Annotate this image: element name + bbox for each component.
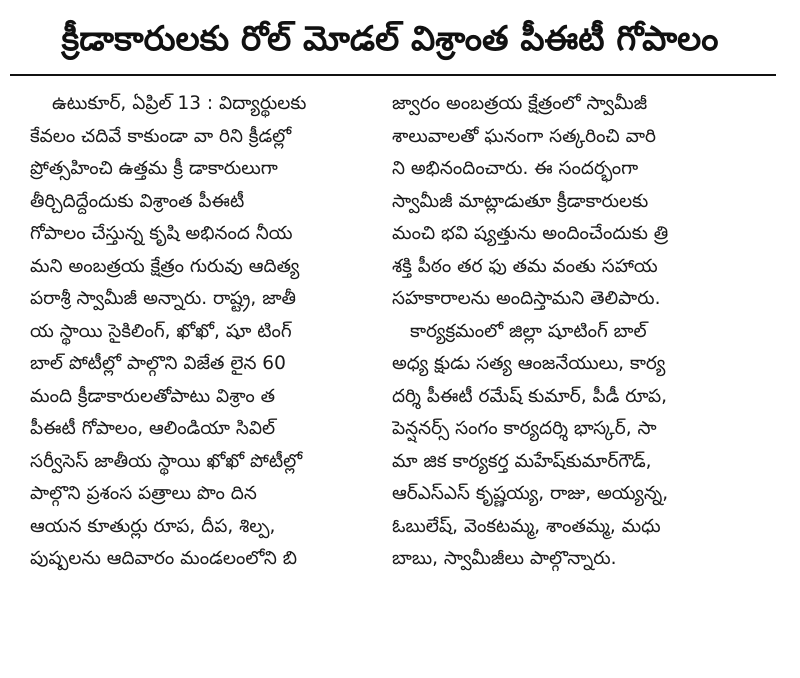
body-line: గోపాలం చేస్తున్న కృషి అభినంద నీయ <box>30 223 293 244</box>
body-line: మంచి భవి ష్యత్తును అందించేందుకు త్రి <box>392 223 669 244</box>
body-line: సహకారాలను అందిస్తామని తెలిపారు. <box>392 288 661 309</box>
body-line: బాల్ పోటీల్లో పాల్గొని విజేత లైన 60 <box>30 353 286 374</box>
body-line: ఉటుకూర్, ఏప్రిల్ 13 : విద్యార్థులకు <box>52 93 307 114</box>
body-line: కేవలం చదివే కాకుండా వా రిని క్రీడల్లో <box>30 125 292 147</box>
body-line: దర్శి పీఈటీ రమేష్ కుమార్, పీడీ రూప, <box>392 385 667 407</box>
body-line: శాలువాలతో ఘనంగా సత్కరించి వారి <box>392 125 656 147</box>
body-line: పుష్పలను ఆదివారం మండలంలోని బి <box>30 548 298 569</box>
right-column <box>392 88 737 576</box>
body-line: ప్రోత్సహించి ఉత్తమ క్రీ డాకారులుగా <box>30 158 278 179</box>
body-line: అధ్య క్షుడు సత్య ఆంజనేయులు, కార్య <box>392 353 666 374</box>
body-line: బాబు, స్వామీజీలు పాల్గొన్నారు. <box>392 548 617 569</box>
body-line: మంది క్రీడాకారులతోపాటు విశ్రాం త <box>30 385 275 407</box>
body-line: పరాశ్రీ స్వామీజీ అన్నారు. రాష్ట్ర, జాతీ <box>30 288 297 309</box>
body-line: సర్వీసెస్ జాతీయ స్థాయి ఖోఖో పోటీల్లో <box>30 450 303 472</box>
body-line: మని అంబత్రయ క్షేత్రం గురువు ఆదిత్య <box>30 255 300 277</box>
body-line: స్వామీజీ మాట్లాడుతూ క్రీడాకారులకు <box>392 190 649 212</box>
body-line: శక్తి పీఠం తర ఫు తమ వంతు సహాయ <box>392 255 658 277</box>
body-line: పాల్గొని ప్రశంస పత్రాలు పొం దిన <box>30 483 257 504</box>
body-line: కార్యక్రమంలో జిల్లా షూటింగ్ బాల్ <box>410 320 647 342</box>
body-line: మా జిక కార్యకర్త మహేష్‌కుమార్‌గౌడ్, <box>392 450 652 472</box>
body-line: ఆయన కూతుర్లు రూప, దీప, శిల్ప, <box>30 515 276 537</box>
body-line: పెన్షనర్స్ సంగం కార్యదర్శి భాస్కర్, సా <box>392 418 657 439</box>
body-line: తీర్చిదిద్దేందుకు విశ్రాంత పీఈటీ <box>30 190 245 212</box>
body-line: జ్వారం అంబత్రయ క్షేత్రంలో స్వామీజీ <box>392 93 648 114</box>
body-line: పీఈటీ గోపాలం, ఆలిండియా సివిల్ <box>30 418 276 439</box>
body-line: ని అభినందించారు. ఈ సందర్భంగా <box>392 158 639 179</box>
body-line: ఓబులేష్, వెంకటమ్మ, శాంతమ్మ, మధు <box>392 515 661 537</box>
left-column <box>30 88 382 576</box>
body-line: య స్థాయి సైకిలింగ్, ఖోఖో, షూ టింగ్ <box>30 320 292 342</box>
headline-divider <box>10 74 776 76</box>
body-line: ఆర్ఎస్ఎస్ కృష్ణయ్య, రాజు, అయ్యన్న, <box>392 483 669 504</box>
headline: క్రీడాకారులకు రోల్ మోడల్ విశ్రాంత పీఈటీ గోపాలం <box>61 19 719 59</box>
